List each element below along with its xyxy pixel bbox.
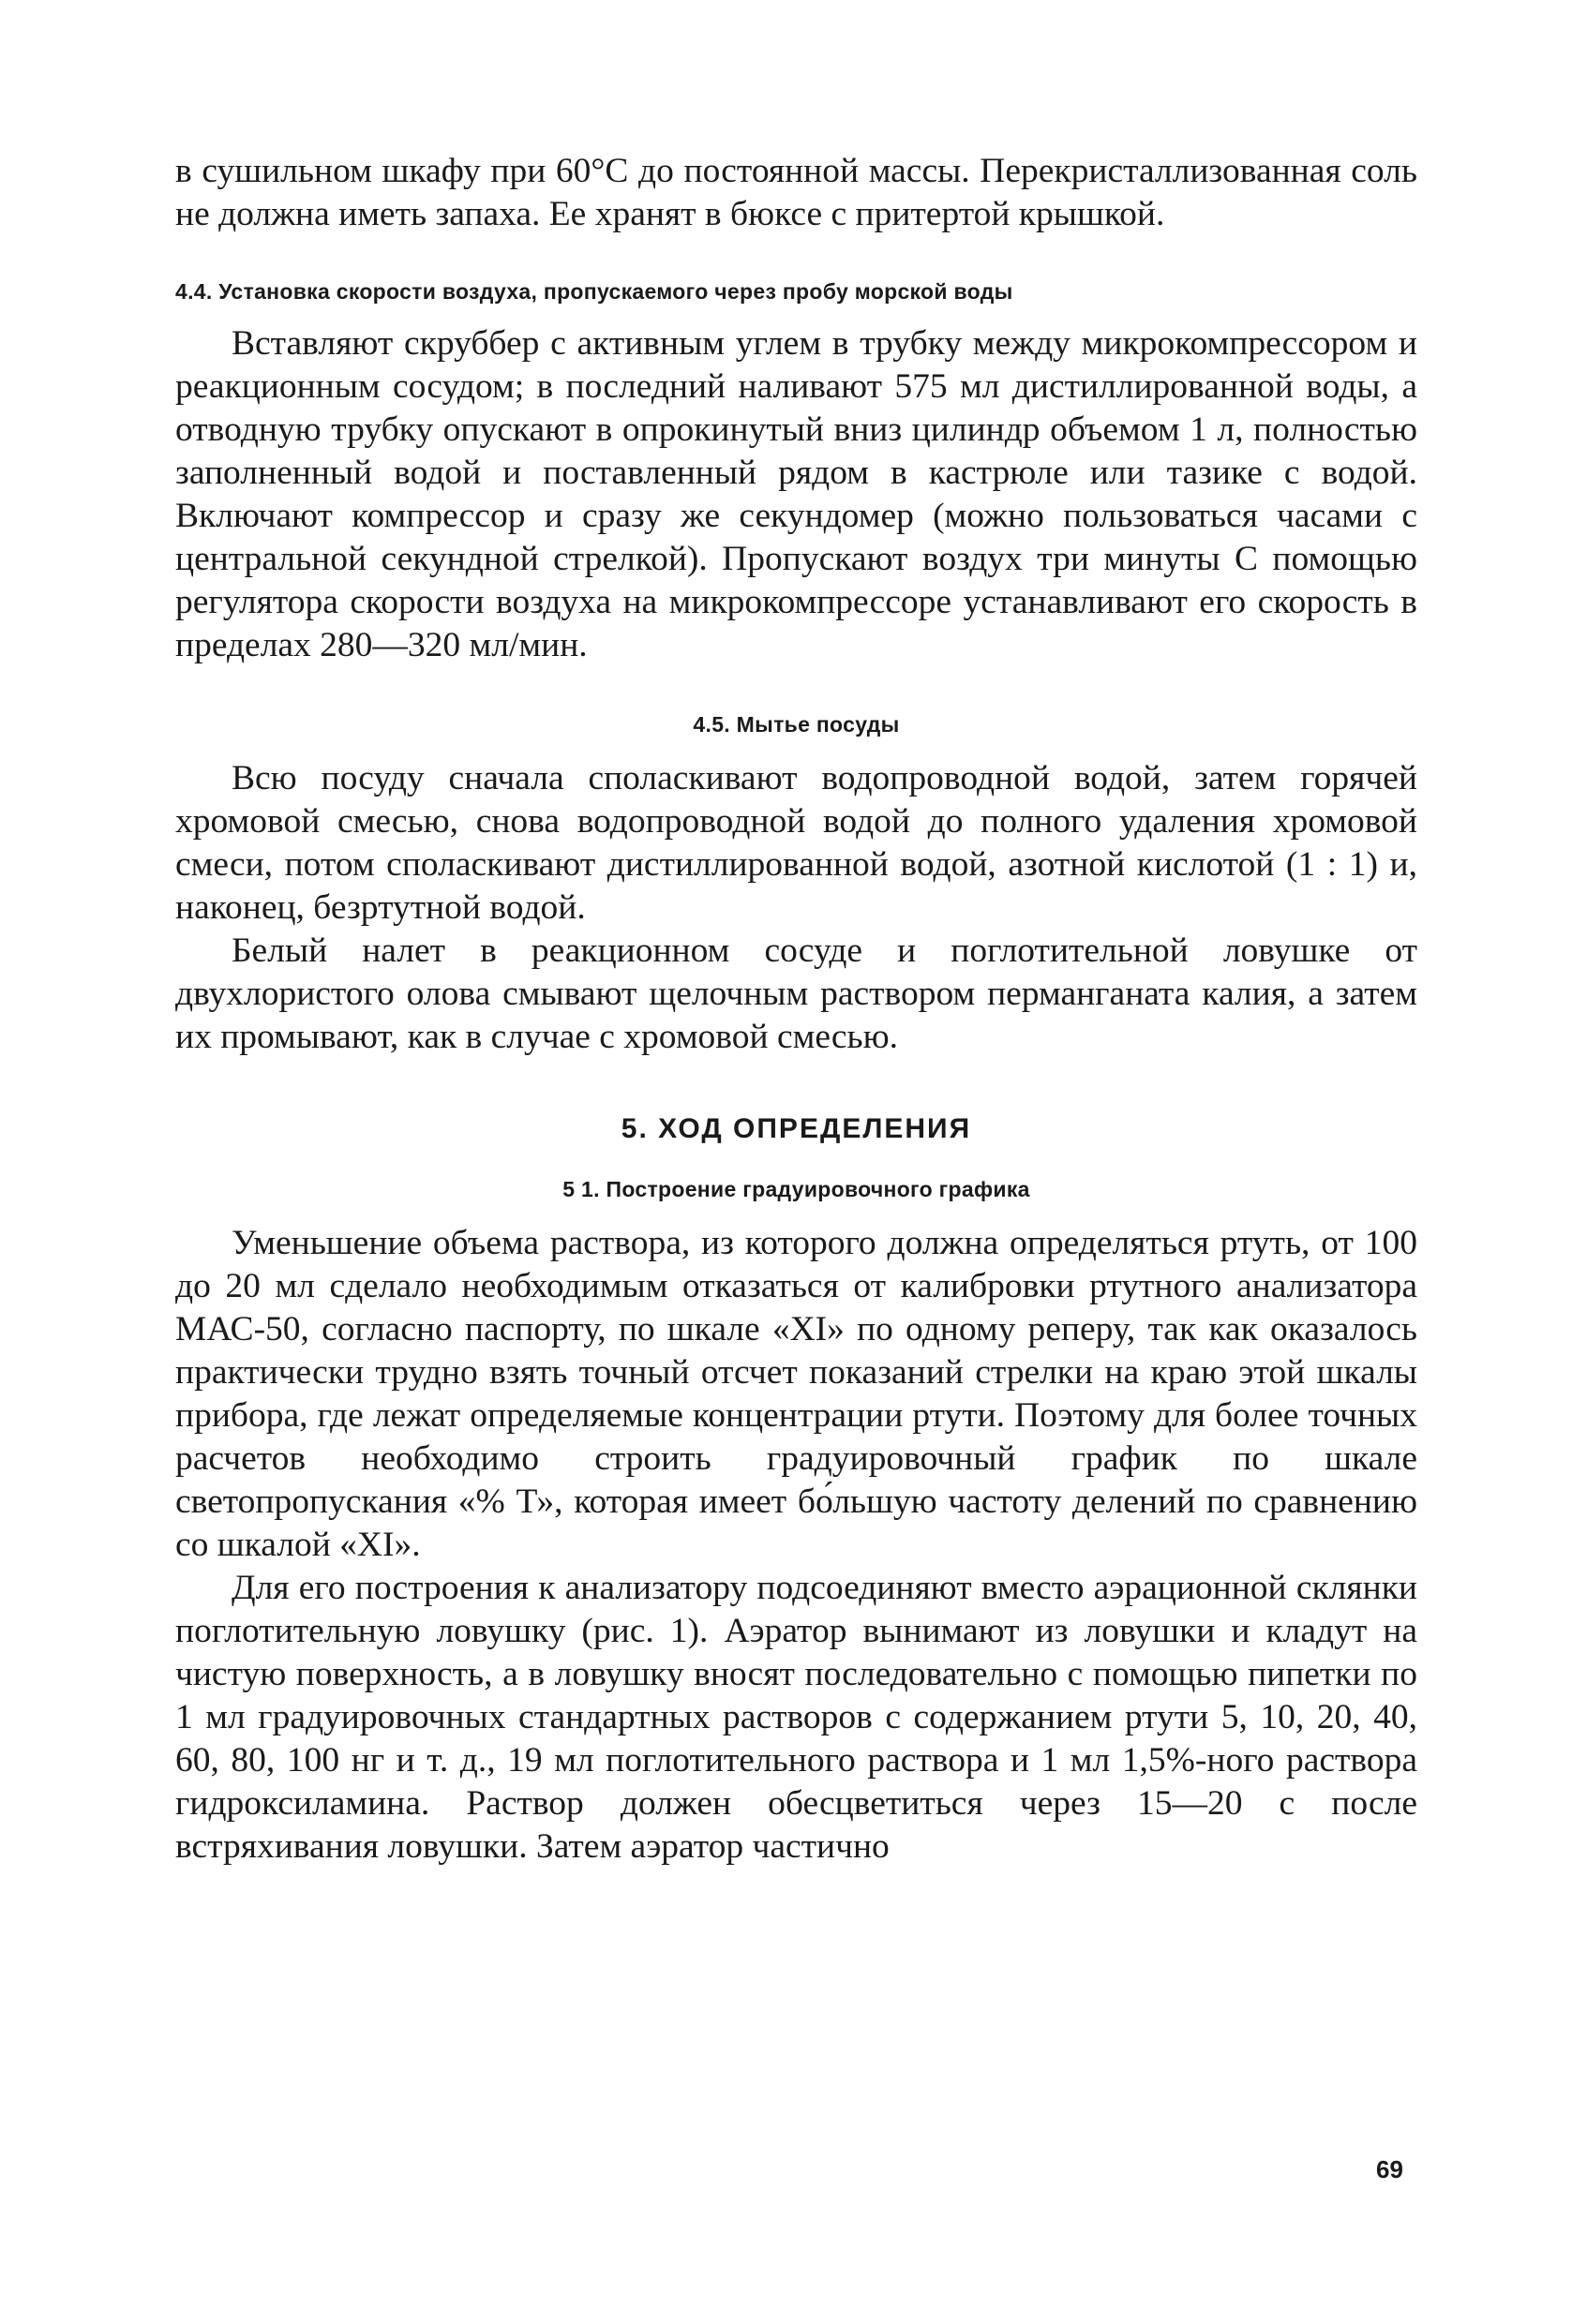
section-5-1-heading: 5 1. Построение градуировочного графика (562, 1177, 1030, 1201)
page-number: 69 (1376, 2155, 1403, 2183)
section-5-1-paragraph-1: Уменьшение объема раствора, из которого должна определяться ртуть, от 100 до 20 мл сделало необходимым отказаться от калибровки ртутного анализатора МАС-50, согласно паспорту, по шкале «XI» по одному реперу, так как оказалось практически трудно взять точный отсчет показаний стрелки на краю этой шкалы прибора, где лежат определяемые концентрации ртути. Поэтому для более точных расчетов необходимо строить градуировочный график по шкале светопропускания «% Т», которая имеет бо́льшую частоту делений по сравнению со шкалой «XI». (175, 1224, 1417, 1564)
book-page (175, 150, 1417, 1869)
section-4-5-paragraph-2: Белый налет в реакционном сосуде и поглотительной ловушке от двухлористого олова смывают щелочным раствором перманганата калия, а затем их промывают, как в случае с хромовой смесью. (175, 931, 1417, 1056)
section-4-4-heading: 4.4. Установка скорости воздуха, пропускаемого через пробу морской воды (175, 279, 1013, 304)
section-4-5-paragraph-1: Всю посуду сначала споласкивают водопроводной водой, затем горячей хромовой смесью, снова водопроводной водой до полного удаления хромовой смеси, потом споласкивают дистиллированной водой, азотной кислотой (1 : 1) и, наконец, безртутной водой. (175, 759, 1417, 927)
section-4-5-heading: 4.5. Мытье посуды (693, 712, 900, 737)
section-5-heading: 5. ХОД ОПРЕДЕЛЕНИЯ (621, 1113, 972, 1144)
section-4-4-paragraph: Вставляют скруббер с активным углем в трубку между микрокомпрессором и реакционным сосудом; в последний наливают 575 мл дистиллированной воды, а отводную трубку опускают в опрокинутый вниз цилиндр объемом 1 л, полностью заполненный водой и поставленный рядом в кастрюле или тазике с водой. Включают компрессор и сразу же секундомер (можно пользоваться часами с центральной секундной стрелкой). Пропускают воздух три минуты С помощью регулятора скорости воздуха на микрокомпрессоре устанавливают его скорость в пределах 280—320 мл/мин. (175, 324, 1417, 664)
section-5-1-paragraph-2: Для его построения к анализатору подсоединяют вместо аэрационной склянки поглотительную ловушку (рис. 1). Аэратор вынимают из ловушки и кладут на чистую поверхность, а в ловушку вносят последовательно с помощью пипетки по 1 мл градуировочных стандартных растворов с содержанием ртути 5, 10, 20, 40, 60, 80, 100 нг и т. д., 19 мл поглотительного раствора и 1 мл 1,5%-ного раствора гидроксиламина. Раствор должен обесцветиться через 15—20 с после встряхивания ловушки. Затем аэратор частично (175, 1569, 1417, 1866)
intro-paragraph: в сушильном шкафу при 60°С до постоянной массы. Перекристаллизованная соль не должна иметь запаха. Ее хранят в бюксе с притертой крышкой. (175, 152, 1417, 233)
